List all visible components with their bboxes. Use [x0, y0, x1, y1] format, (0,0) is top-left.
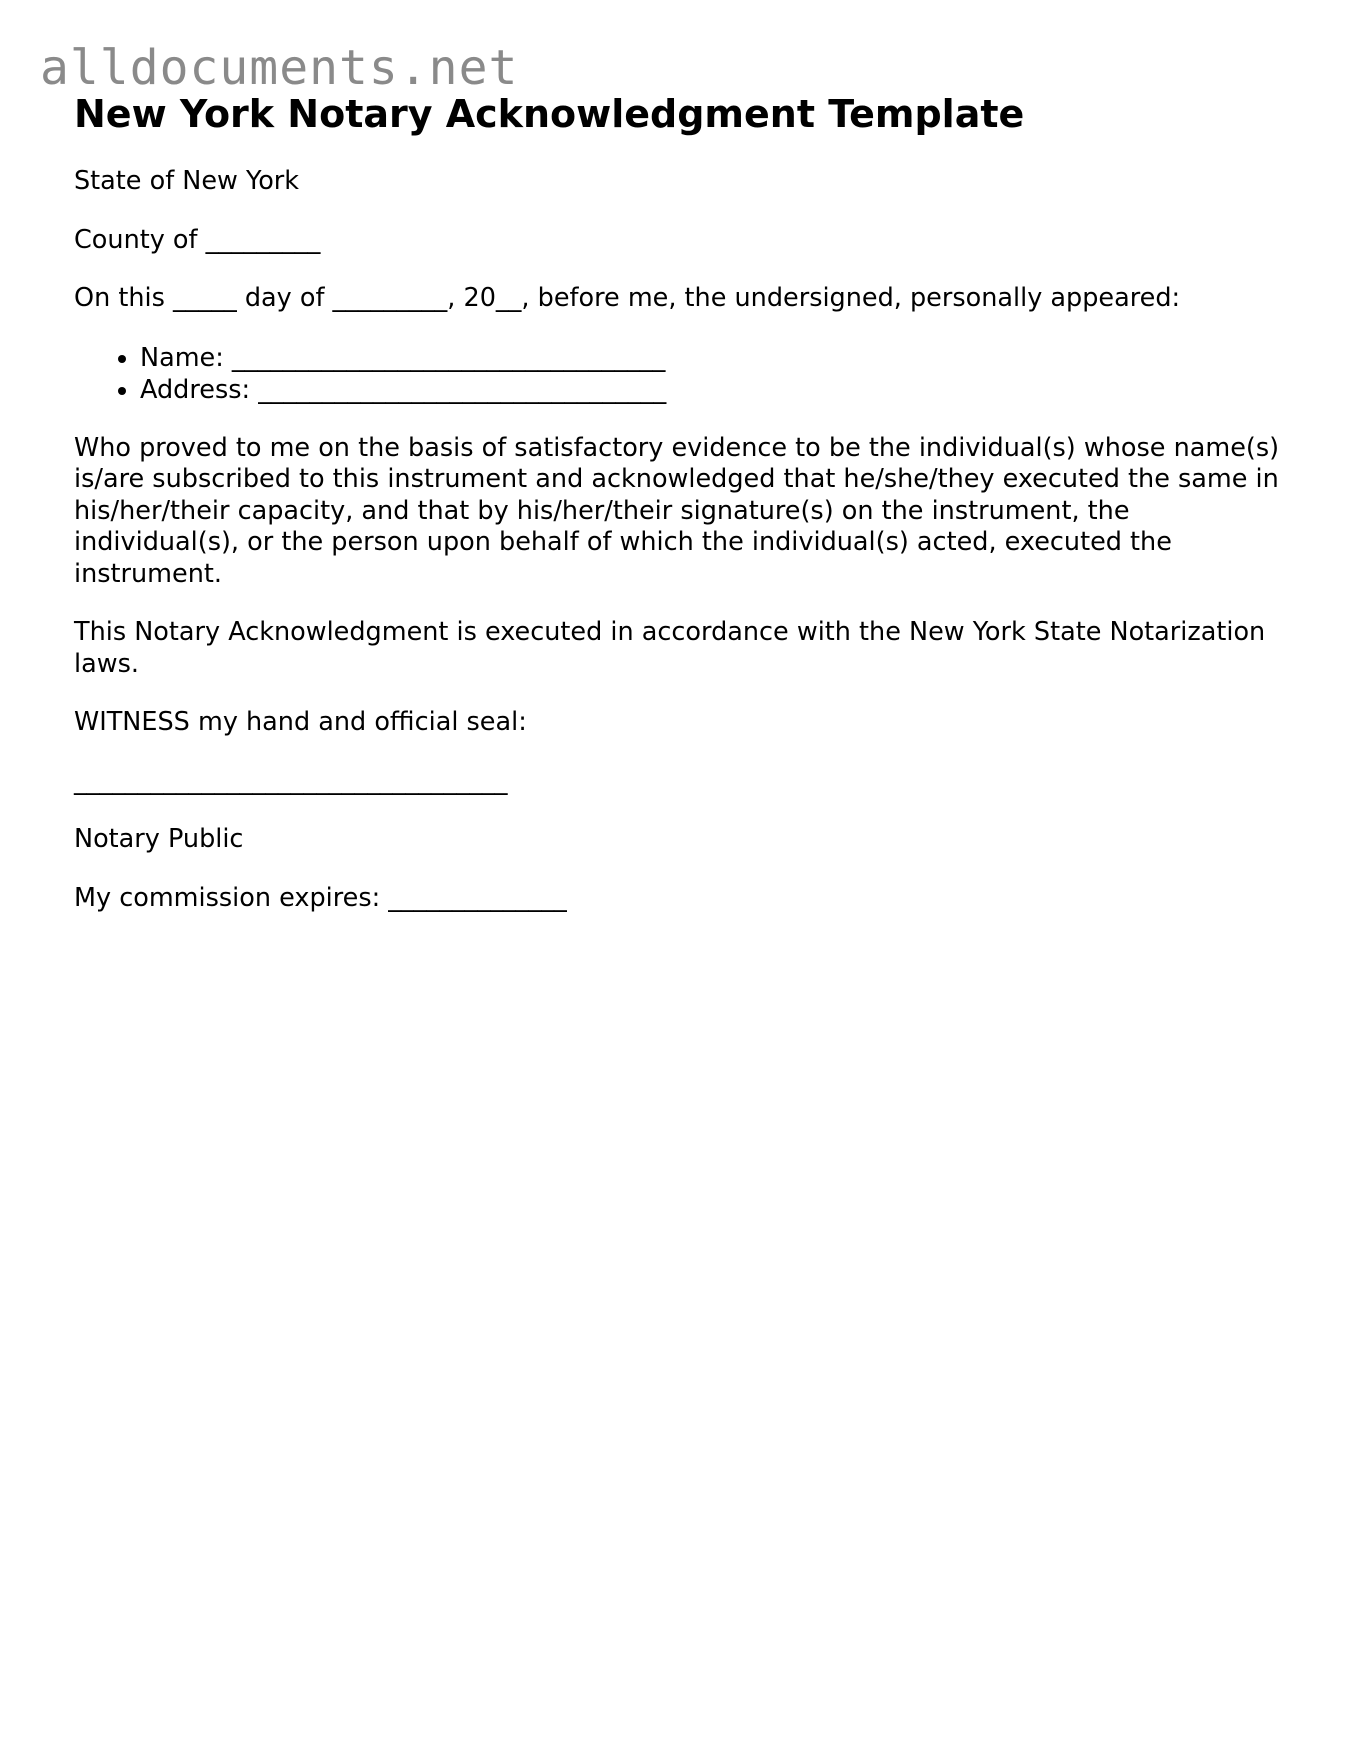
appearance-fields-list: [74, 342, 1294, 406]
signature-line: __________________________________: [74, 765, 508, 796]
notary-public-label: Notary Public: [74, 824, 244, 854]
watermark-text: alldocuments.net: [40, 40, 519, 96]
state-line: State of New York: [74, 166, 300, 196]
page-title: New York Notary Acknowledgment Template: [74, 92, 1025, 136]
appearance-line: On this _____ day of _________, 20__, before me, the undersigned, personally appeared:: [74, 283, 1181, 313]
county-line: County of _________: [74, 224, 321, 255]
witness-line: WITNESS my hand and official seal:: [74, 707, 527, 737]
document-body: [74, 92, 1294, 941]
address-field: • Address: ________________________________: [140, 374, 1294, 406]
law-paragraph: This Notary Acknowledgment is executed in accordance with the New York State Notarization laws.: [74, 617, 1266, 679]
proof-paragraph: Who proved to me on the basis of satisfactory evidence to be the individual(s) whose name(s) is/are subscribed to this instrument and acknowledged that he/she/they executed the same in his/her/their capacity, and that by his/her/their signature(s) on the instrument, the individual(s), or the person upon behalf of which the individual(s) acted, executed the instrument.: [74, 432, 1280, 589]
name-field: • Name: __________________________________: [140, 342, 1294, 374]
commission-expires-line: My commission expires: ______________: [74, 882, 567, 913]
